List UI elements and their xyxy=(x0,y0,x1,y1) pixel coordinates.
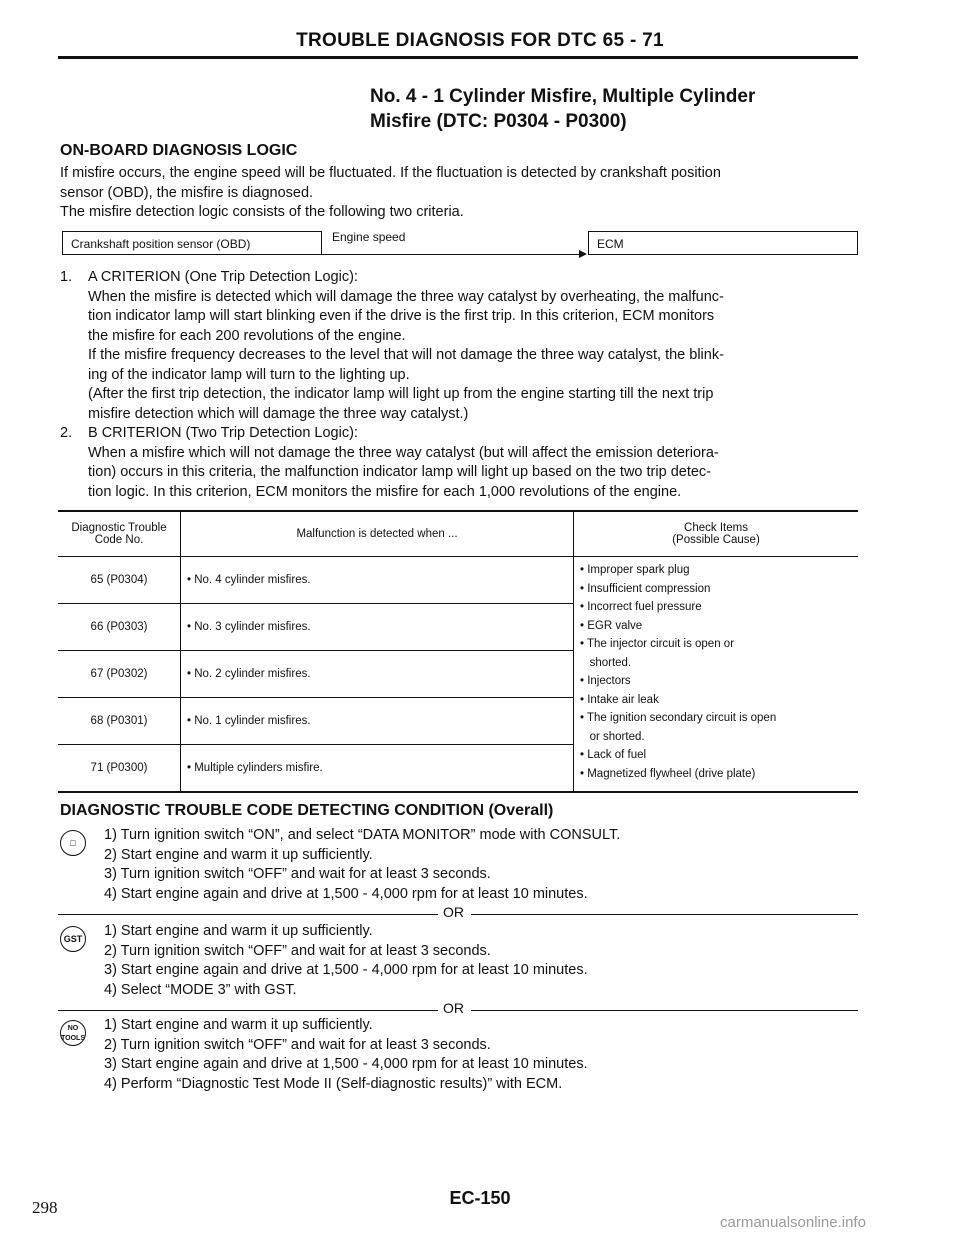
criterion-a-line: (After the first trip detection, the indicator lamp will light up from the engine starting till the next trip xyxy=(88,386,714,402)
flow-signal-label: Engine speed xyxy=(332,230,406,244)
row-condition: • No. 2 cylinder misfires. xyxy=(181,651,574,698)
page-header-title: TROUBLE DIAGNOSIS FOR DTC 65 - 71 xyxy=(296,30,664,51)
step: 1) Start engine and warm it up sufficiently. xyxy=(104,1017,373,1033)
flow-arrow-line xyxy=(322,254,580,255)
criterion-a-line: If the misfire frequency decreases to the level that will not damage the three way catalyst, the blink- xyxy=(88,347,724,363)
row-code: 65 (P0304) xyxy=(58,557,181,604)
section-title xyxy=(370,84,755,134)
header-code-line-1: Diagnostic Trouble xyxy=(71,522,167,534)
check-item: • EGR valve xyxy=(580,619,643,632)
criterion-b-line: B CRITERION (Two Trip Detection Logic): xyxy=(88,425,358,441)
criterion-a xyxy=(60,268,860,424)
header-condition: Malfunction is detected when ... xyxy=(181,512,574,557)
logic-intro-line-1: If misfire occurs, the engine speed will be fluctuated. If the fluctuation is detected by crankshaft position xyxy=(60,165,721,181)
header-check-items xyxy=(574,512,859,557)
flow-ecm-box: ECM xyxy=(588,231,858,255)
row-condition: • No. 1 cylinder misfires. xyxy=(181,698,574,745)
header-code xyxy=(58,512,181,557)
row-code: 71 (P0300) xyxy=(58,745,181,792)
step: 3) Turn ignition switch “OFF” and wait for at least 3 seconds. xyxy=(104,866,491,882)
consult-steps xyxy=(104,826,864,904)
criterion-a-line: misfire detection which will damage the three way catalyst.) xyxy=(88,405,469,422)
row-condition: • Multiple cylinders misfire. xyxy=(187,762,323,774)
step: 4) Start engine again and drive at 1,500 - 4,000 rpm for at least 10 minutes. xyxy=(104,885,588,902)
check-item: • Incorrect fuel pressure xyxy=(580,601,702,613)
header-check-line-1: Check Items xyxy=(684,522,748,534)
logic-intro-line-3: The misfire detection logic consists of the following two criteria. xyxy=(60,204,464,220)
or-label: OR xyxy=(443,904,464,920)
consult-icon: □ xyxy=(60,830,86,856)
watermark: carmanualsonline.info xyxy=(720,1214,866,1231)
criterion-b-number: 2. xyxy=(60,425,73,441)
header-check-line-2: (Possible Cause) xyxy=(672,534,760,546)
check-items-cell xyxy=(574,557,859,792)
or-divider-line-right xyxy=(471,1010,858,1011)
check-item: • Injectors xyxy=(580,675,631,687)
criterion-b xyxy=(60,424,860,502)
flow-sensor-box: Crankshaft position sensor (OBD) xyxy=(62,231,322,255)
page-code: EC-150 xyxy=(449,1188,511,1208)
criterion-a-line: A CRITERION (One Trip Detection Logic): xyxy=(88,269,358,285)
check-item: • Lack of fuel xyxy=(580,749,647,761)
step: 1) Turn ignition switch “ON”, and select “DATA MONITOR” mode with CONSULT. xyxy=(104,827,621,843)
step: 4) Select “MODE 3” with GST. xyxy=(104,981,297,998)
or-divider-line-left xyxy=(58,1010,438,1011)
row-condition: • No. 4 cylinder misfires. xyxy=(181,557,574,604)
row-condition: • No. 3 cylinder misfires. xyxy=(181,604,574,651)
gst-steps xyxy=(104,922,864,1000)
step: 2) Turn ignition switch “OFF” and wait for at least 3 seconds. xyxy=(104,942,491,959)
flow-arrow-icon xyxy=(579,250,587,258)
step: 2) Start engine and warm it up sufficiently. xyxy=(104,846,373,863)
check-item: • Insufficient compression xyxy=(580,582,711,595)
row-code: 68 (P0301) xyxy=(58,698,181,745)
check-item: • Magnetized flywheel (drive plate) xyxy=(580,767,756,780)
gst-icon: GST xyxy=(60,926,86,952)
criterion-a-number: 1. xyxy=(60,269,73,285)
criterion-b-line: When a misfire which will not damage the three way catalyst (but will affect the emission deteriora- xyxy=(88,444,719,461)
page-number: 298 xyxy=(32,1198,58,1217)
no-tools-icon: NO TOOLS xyxy=(60,1020,86,1046)
or-divider xyxy=(58,904,858,923)
row-code: 67 (P0302) xyxy=(58,651,181,698)
row-code: 66 (P0303) xyxy=(58,604,181,651)
check-item: • Intake air leak xyxy=(580,693,659,706)
dtc-table xyxy=(58,510,858,793)
check-item: • The ignition secondary circuit is open xyxy=(580,712,777,724)
dtc-table-header xyxy=(58,512,858,557)
criterion-b-line: tion) occurs in this criteria, the malfunction indicator lamp will light up based on the two trip detec- xyxy=(88,464,711,480)
criterion-a-line: the misfire for each 200 revolutions of the engine. xyxy=(88,327,406,344)
criteria-list xyxy=(60,268,860,502)
logic-heading: ON-BOARD DIAGNOSIS LOGIC xyxy=(60,142,298,159)
check-item: • The injector circuit is open or xyxy=(580,638,735,650)
no-tools-steps xyxy=(104,1016,864,1094)
check-item: • Improper spark plug xyxy=(580,564,690,576)
check-item: or shorted. xyxy=(580,730,645,743)
table-row xyxy=(58,557,858,604)
criterion-a-line: tion indicator lamp will start blinking even if the drive is the first trip. In this criterion, ECM monitors xyxy=(88,308,715,324)
step: 2) Turn ignition switch “OFF” and wait for at least 3 seconds. xyxy=(104,1036,491,1053)
section-title-line-1: No. 4 - 1 Cylinder Misfire, Multiple Cylinder xyxy=(370,86,756,107)
step: 1) Start engine and warm it up sufficiently. xyxy=(104,923,373,939)
step: 3) Start engine again and drive at 1,500 - 4,000 rpm for at least 10 minutes. xyxy=(104,962,588,978)
section-title-line-2: Misfire (DTC: P0304 - P0300) xyxy=(370,111,627,132)
criterion-a-line: When the misfire is detected which will damage the three way catalyst by overheating, the malfunc- xyxy=(88,288,724,305)
header-rule xyxy=(58,56,858,59)
detect-heading: DIAGNOSTIC TROUBLE CODE DETECTING CONDITION (Overall) xyxy=(60,802,554,819)
dtc-table-grid xyxy=(58,512,858,791)
or-divider-line-right xyxy=(471,914,858,915)
header-code-line-2: Code No. xyxy=(94,534,144,546)
or-divider-line-left xyxy=(58,914,438,915)
logic-intro xyxy=(60,164,860,223)
criterion-b-line: tion logic. In this criterion, ECM monitors the misfire for each 1,000 revolutions of the engine. xyxy=(88,483,682,500)
step: 3) Start engine again and drive at 1,500 - 4,000 rpm for at least 10 minutes. xyxy=(104,1056,588,1072)
criterion-a-line: ing of the indicator lamp will turn to the lighting up. xyxy=(88,366,410,383)
logic-intro-line-2: sensor (OBD), the misfire is diagnosed. xyxy=(60,184,314,201)
or-label: OR xyxy=(443,1000,464,1016)
check-item: shorted. xyxy=(580,656,632,669)
step: 4) Perform “Diagnostic Test Mode II (Self-diagnostic results)” with ECM. xyxy=(104,1075,563,1092)
